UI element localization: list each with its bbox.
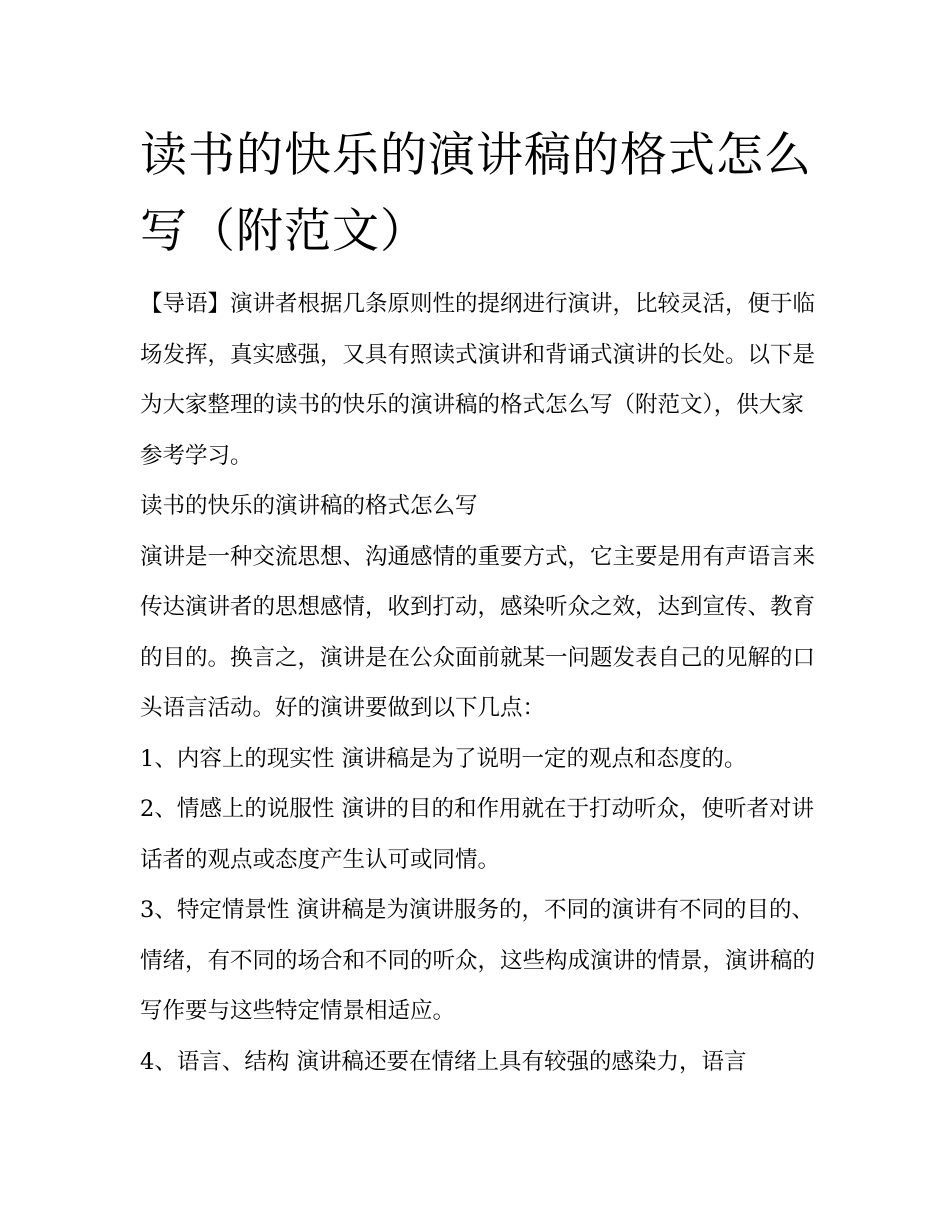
intro-paragraph: 【导语】演讲者根据几条原则性的提纲进行演讲，比较灵活，便于临场发挥，真实感强，又具有照读式演讲和背诵式演讲的长处。以下是为大家整理的读书的快乐的演讲稿的格式怎么写（附范文），供大家参考学习。 — [140, 291, 816, 469]
document-body — [140, 279, 820, 1087]
list-item: 3、特定情景性 演讲稿是为演讲服务的，不同的演讲有不同的目的、情绪，有不同的场合和不同的听众，这些构成演讲的情景，演讲稿的写作要与这些特定情景相适应。 — [140, 897, 816, 1024]
body-paragraph: 演讲是一种交流思想、沟通感情的重要方式，它主要是用有声语言来传达演讲者的思想感情，收到打动，感染听众之效，达到宣传、教育的目的。换言之，演讲是在公众面前就某一问题发表自己的见解的口头语言活动。好的演讲要做到以下几点： — [140, 543, 816, 721]
section-heading: 读书的快乐的演讲稿的格式怎么写 — [140, 493, 478, 519]
list-item: 4、语言、结构 演讲稿还要在情绪上具有较强的感染力，语言 — [140, 1048, 747, 1075]
list-item: 1、内容上的现实性 演讲稿是为了说明一定的观点和态度的。 — [140, 745, 747, 772]
list-item: 2、情感上的说服性 演讲的目的和作用就在于打动听众，使听者对讲话者的观点或态度产生认可或同情。 — [140, 796, 814, 873]
document-title: 读书的快乐的演讲稿的格式怎么写（附范文） — [140, 128, 812, 259]
